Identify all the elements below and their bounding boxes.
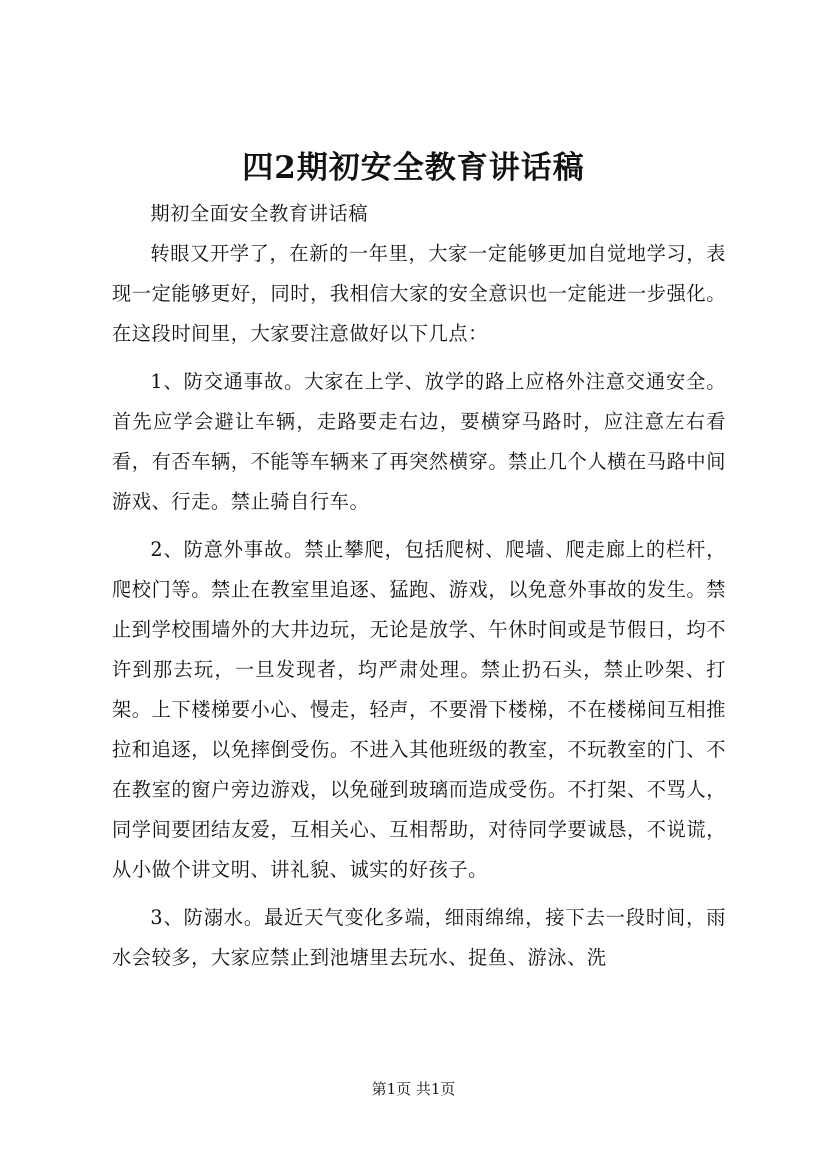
paragraph-intro: 转眼又开学了，在新的一年里，大家一定能够更加自觉地学习，表现一定能够更好，同时，我相信大家的安全意识也一定能进一步强化。在这段时间里，大家要注意做好以下几点： [112,242,726,345]
document-title: 四2期初安全教育讲话稿 [242,150,585,186]
paragraph-drowning-prevention: 3、防溺水。最近天气变化多端，细雨绵绵，接下去一段时间，雨水会较多，大家应禁止到池塘里去玩水、捉鱼、游泳、洗 [112,906,726,969]
paragraph-traffic-safety: 1、防交通事故。大家在上学、放学的路上应格外注意交通安全。首先应学会避让车辆，走路要走右边，要横穿马路时，应注意左右看看，有否车辆，不能等车辆来了再突然横穿。禁止几个人横在马路中间游戏、行走。禁止骑自行车。 [112,370,726,513]
document-body [112,194,726,978]
paragraph-accident-prevention: 2、防意外事故。禁止攀爬，包括爬树、爬墙、爬走廊上的栏杆，爬校门等。禁止在教室里追逐、猛跑、游戏，以免意外事故的发生。禁止到学校围墙外的大井边玩，无论是放学、午休时间或是节假日，均不许到那去玩，一旦发现者，均严肃处理。禁止扔石头，禁止吵架、打架。上下楼梯要小心、慢走，轻声，不要滑下楼梯，不在楼梯间互相推拉和追逐，以免摔倒受伤。不进入其他班级的教室，不玩教室的门、不在教室的窗户旁边游戏，以免碰到玻璃而造成受伤。不打架、不骂人，同学间要团结友爱，互相关心、互相帮助，对待同学要诚恳，不说谎，从小做个讲文明、讲礼貌、诚实的好孩子。 [112,538,726,881]
subtitle-paragraph: 期初全面安全教育讲话稿 [150,202,369,225]
page-number-footer: 第1页 共1页 [371,1080,456,1098]
